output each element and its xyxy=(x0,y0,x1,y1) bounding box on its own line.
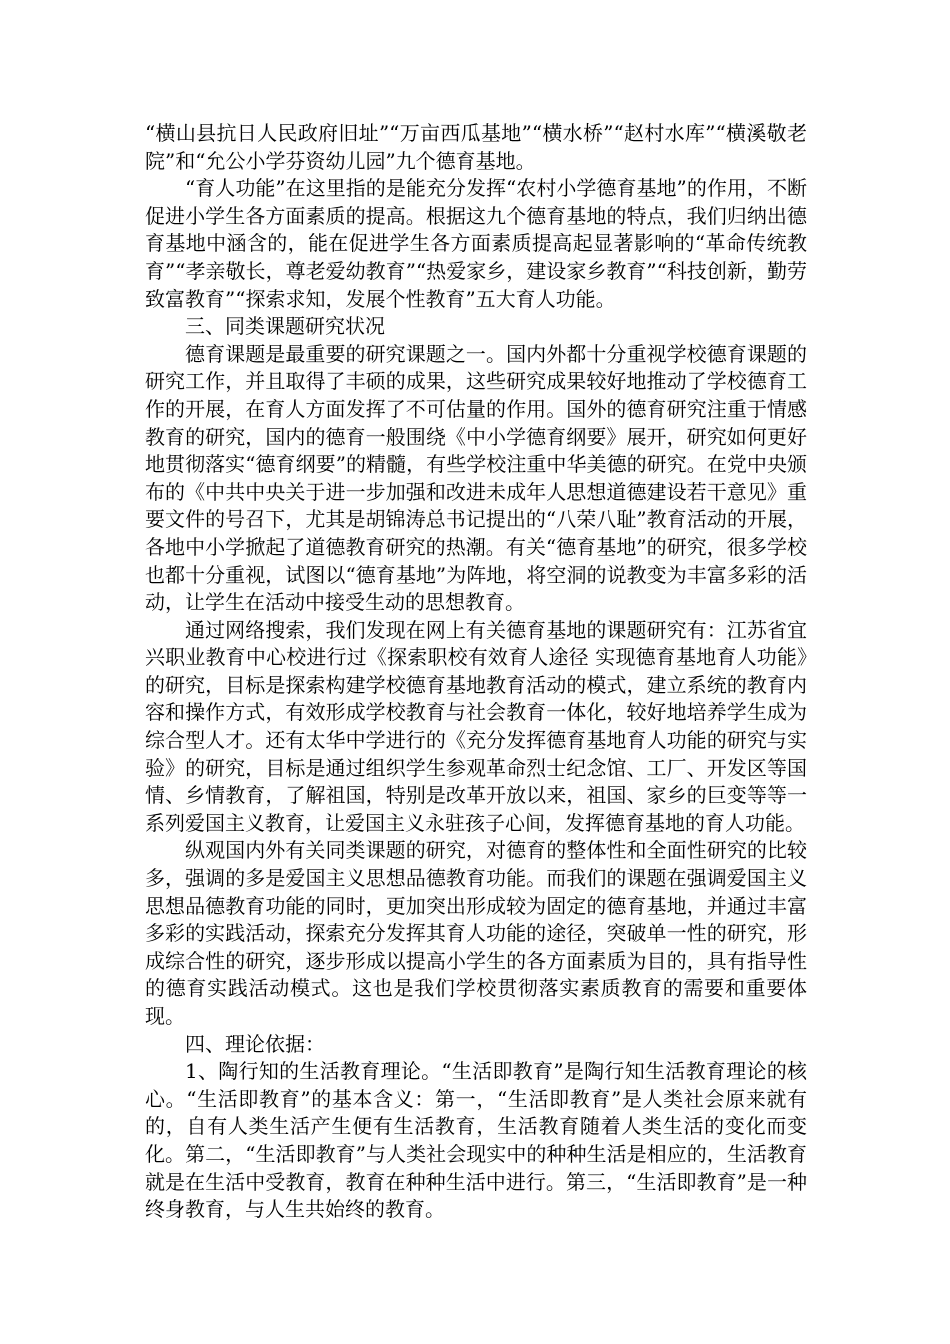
paragraph-online-search: 通过网络搜索，我们发现在网上有关德育基地的课题研究有：江苏省宜兴职业教育中心校进行过《探索职校有效育人途径 实现德育基地育人功能》的研究，目标是探索构建学校德育基地教育活动的模式，建立系统的教育内容和操作方式，有效形成学校教育与社会教育一体化，较好地培养学生成为综合型人才。还有太华中学进行的《充分发挥德育基地育人功能的研究与实验》的研究，目标是通过组织学生参观革命烈士纪念馆、工厂、开发区等国情、乡情教育，了解祖国，特别是改革开放以来，祖国、家乡的巨变等等一系列爱国主义教育，让爱国主义永驻孩子心间，发挥德育基地的育人功能。 xyxy=(145,617,807,835)
paragraph-bases-list: “横山县抗日人民政府旧址”“万亩西瓜基地”“横水桥”“赵村水库”“横溪敬老院”和“允公小学芬资幼儿园”九个德育基地。 xyxy=(145,121,807,173)
section-heading-research-status: 三、同类课题研究状况 xyxy=(185,314,385,339)
section-heading-theory: 四、理论依据： xyxy=(185,1031,325,1056)
document-page xyxy=(145,120,807,1224)
paragraph-tao-xingzhi-theory: 1、陶行知的生活教育理论。“生活即教育”是陶行知生活教育理论的核心。“生活即教育”的基本含义：第一，“生活即教育”是人类社会原来就有的，自有人类生活产生便有生活教育，生活教育随着人类生活的变化而变化。第二，“生活即教育”与人类社会现实中的种种生活是相应的，生活教育就是在生活中受教育，教育在种种生活中进行。第三，“生活即教育”是一种终身教育，与人生共始终的教育。 xyxy=(145,1059,807,1222)
paragraph-education-function: “育人功能”在这里指的是能充分发挥“农村小学德育基地”的作用，不断促进小学生各方面素质的提高。根据这九个德育基地的特点，我们归纳出德育基地中涵含的，能在促进学生各方面素质提高起显著影响的“革命传统教育”“孝亲敬长，尊老爱幼教育”“热爱家乡，建设家乡教育”“科技创新，勤劳致富教育”“探索求知，发展个性教育”五大育人功能。 xyxy=(145,176,807,311)
paragraph-moral-research: 德育课题是最重要的研究课题之一。国内外都十分重视学校德育课题的研究工作，并且取得了丰硕的成果，这些研究成果较好地推动了学校德育工作的开展，在育人方面发挥了不可估量的作用。国外的德育研究注重于情感教育的研究，国内的德育一般围绕《中小学德育纲要》展开，研究如何更好地贯彻落实“德育纲要”的精髓，有些学校注重中华美德的研究。在党中央颁布的《中共中央关于进一步加强和改进未成年人思想道德建设若干意见》重要文件的号召下，尤其是胡锦涛总书记提出的“八荣八耻”教育活动的开展，各地中小学掀起了道德教育研究的热潮。有关“德育基地”的研究，很多学校也都十分重视，试图以“德育基地”为阵地，将空洞的说教变为丰富多彩的活动，让学生在活动中接受生动的思想教育。 xyxy=(145,341,807,615)
paragraph-overview: 纵观国内外有关同类课题的研究，对德育的整体性和全面性研究的比较多，强调的多是爱国主义思想品德教育功能。而我们的课题在强调爱国主义思想品德教育功能的同时，更加突出形成较为固定的德育基地，并通过丰富多彩的实践活动，探索充分发挥其育人功能的途径，突破单一性的研究，形成综合性的研究，逐步形成以提高小学生的各方面素质为目的，具有指导性的德育实践活动模式。这也是我们学校贯彻落实素质教育的需要和重要体现。 xyxy=(145,838,807,1028)
